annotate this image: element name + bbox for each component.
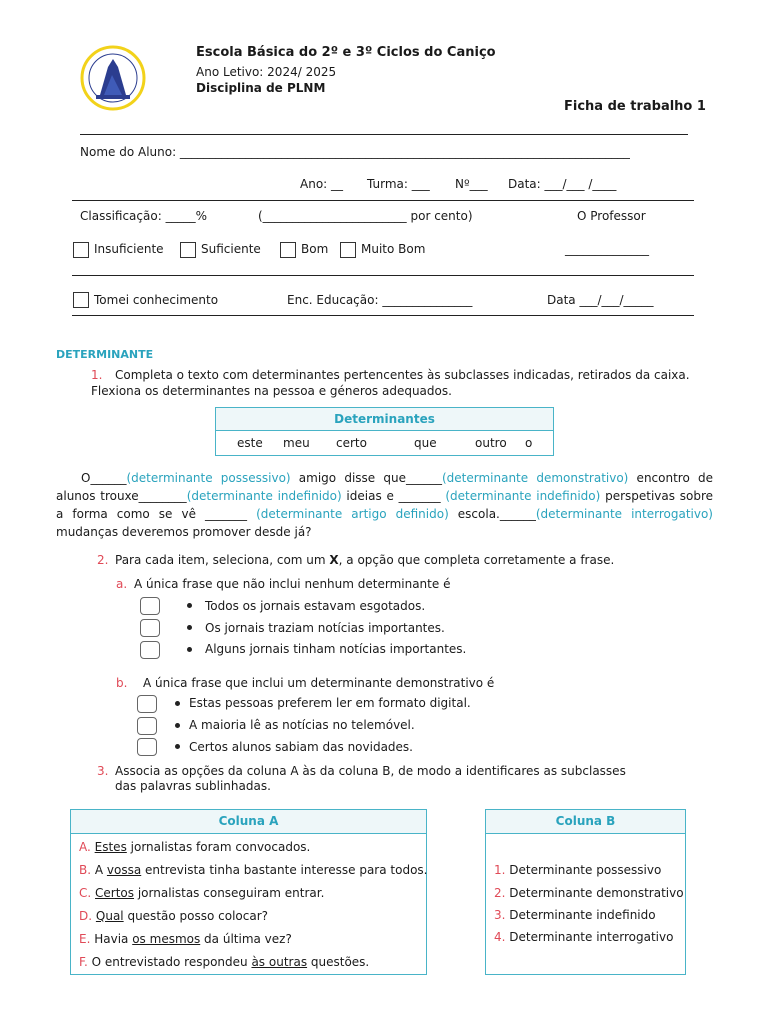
option-text: Certos alunos sabiam das novidades. xyxy=(189,740,413,754)
school-name: Escola Básica do 2º e 3º Ciclos do Caniço xyxy=(196,45,496,60)
paragraph-segment: amigo disse que______ xyxy=(290,471,442,485)
option-text: Os jornais traziam notícias importantes. xyxy=(205,621,445,635)
underlined-word: os mesmos xyxy=(132,932,201,946)
option-checkbox[interactable] xyxy=(137,695,157,713)
question-2-text-b: , a opção que completa corretamente a frase. xyxy=(338,553,615,567)
por-cento-field[interactable]: (________________________ por cento) xyxy=(258,209,473,223)
item-number: 3. xyxy=(494,908,506,922)
bullet-icon xyxy=(175,701,180,706)
column-b-item xyxy=(494,930,673,944)
option-text: Todos os jornais estavam esgotados. xyxy=(205,599,426,613)
item-letter: A. xyxy=(79,840,91,854)
item-text: jornalistas foram convocados. xyxy=(126,840,311,854)
item-letter: B. xyxy=(79,863,92,877)
numero-field[interactable]: Nº___ xyxy=(455,177,488,191)
item-b-prompt: A única frase que inclui um determinante demonstrativo é xyxy=(143,676,495,690)
word-option: outro xyxy=(475,436,507,450)
insuficiente-checkbox[interactable] xyxy=(73,242,89,258)
item-text: jornalistas conseguiram entrar. xyxy=(134,886,325,900)
suficiente-checkbox[interactable] xyxy=(180,242,196,258)
column-a-item xyxy=(79,932,292,946)
question-2-text xyxy=(115,553,614,567)
column-a-table xyxy=(70,809,427,975)
question-number: 2. xyxy=(97,553,109,567)
column-a-item xyxy=(79,909,268,923)
turma-field[interactable]: Turma: ___ xyxy=(367,177,430,191)
item-text: O entrevistado respondeu xyxy=(91,955,252,969)
tomei-conhecimento-label: Tomei conhecimento xyxy=(94,293,219,307)
grade-label: Insuficiente xyxy=(94,242,164,256)
column-a-title: Coluna A xyxy=(71,810,426,834)
bullet-icon xyxy=(175,723,180,728)
discipline: Disciplina de PLNM xyxy=(196,81,326,95)
underlined-word: Certos xyxy=(95,886,135,900)
item-text: Determinante demonstrativo xyxy=(509,886,684,900)
question-3-text: Associa as opções da coluna A às da coluna B, de modo a identificares as subclasses xyxy=(115,764,626,778)
column-b-item xyxy=(494,863,661,877)
option-text: Alguns jornais tinham notícias importantes. xyxy=(205,642,467,656)
hint-interrogativo: (determinante interrogativo) xyxy=(535,507,713,521)
column-a-item xyxy=(79,863,427,877)
item-letter: E. xyxy=(79,932,91,946)
student-name-field[interactable]: Nome do Aluno: ___________________________________________________________________________ xyxy=(80,145,630,159)
grade-label: Suficiente xyxy=(201,242,261,256)
paragraph-segment: O______ xyxy=(81,471,127,485)
option-checkbox[interactable] xyxy=(137,738,157,756)
school-year: Ano Letivo: 2024/ 2025 xyxy=(196,65,337,79)
date-field-2[interactable]: Data ___/___/_____ xyxy=(547,293,654,307)
hint-demonstrativo: (determinante demonstrativo) xyxy=(441,471,629,485)
hint-indefinido: (determinante indefinido) xyxy=(445,489,601,503)
question-2-text-x: X xyxy=(329,553,339,567)
option-checkbox[interactable] xyxy=(140,641,160,659)
option-text: A maioria lê as notícias no telemóvel. xyxy=(189,718,415,732)
underlined-word: às outras xyxy=(251,955,308,969)
bullet-icon xyxy=(187,647,192,652)
fill-in-paragraph xyxy=(56,469,713,541)
column-b-table xyxy=(485,809,686,975)
classificacao-field[interactable]: Classificação: _____% xyxy=(80,209,207,223)
underlined-word: vossa xyxy=(106,863,142,877)
question-3-text-2: das palavras sublinhadas. xyxy=(115,779,271,793)
hint-indefinido: (determinante indefinido) xyxy=(186,489,342,503)
item-text: Determinante possessivo xyxy=(509,863,662,877)
word-option: meu xyxy=(283,436,310,450)
professor-signature-line[interactable]: ______________ xyxy=(565,242,649,256)
question-1-text-2: Flexiona os determinantes na pessoa e géneros adequados. xyxy=(91,384,452,398)
question-2-text-a: Para cada item, seleciona, com um xyxy=(115,553,330,567)
underlined-word: Qual xyxy=(95,909,124,923)
item-text: entrevista tinha bastante interesse para todos. xyxy=(141,863,428,877)
divider xyxy=(72,275,694,276)
enc-educacao-field[interactable]: Enc. Educação: _______________ xyxy=(287,293,473,307)
item-number: 2. xyxy=(494,886,506,900)
column-a-item xyxy=(79,955,369,969)
option-checkbox[interactable] xyxy=(137,717,157,735)
paragraph-segment: perspetivas sobre a forma como se vê _______ xyxy=(56,489,714,521)
ano-field[interactable]: Ano: __ xyxy=(300,177,344,191)
section-title: DETERMINANTE xyxy=(56,348,154,361)
determinantes-word-list xyxy=(216,431,553,455)
question-number: 1. xyxy=(91,368,103,382)
bom-checkbox[interactable] xyxy=(280,242,296,258)
column-b-item xyxy=(494,908,656,922)
professor-label: O Professor xyxy=(577,209,646,223)
underlined-word: Estes xyxy=(94,840,127,854)
grade-label: Bom xyxy=(301,242,329,256)
word-option: este xyxy=(237,436,263,450)
grade-label: Muito Bom xyxy=(361,242,426,256)
column-b-title: Coluna B xyxy=(486,810,685,834)
item-number: 1. xyxy=(494,863,506,877)
paragraph-segment: ideias e _______ xyxy=(341,489,446,503)
option-checkbox[interactable] xyxy=(140,619,160,637)
item-a-prompt: A única frase que não inclui nenhum determinante é xyxy=(134,577,451,591)
muito-bom-checkbox[interactable] xyxy=(340,242,356,258)
paragraph-segment: escola.______ xyxy=(448,507,536,521)
school-logo xyxy=(78,45,148,111)
column-a-item xyxy=(79,886,324,900)
item-text: questão posso colocar? xyxy=(123,909,269,923)
word-option: certo xyxy=(336,436,367,450)
divider xyxy=(72,200,694,201)
paragraph-segment: encontro de alunos trouxe________ xyxy=(56,471,713,503)
word-option: que xyxy=(414,436,437,450)
item-text: A xyxy=(94,863,107,877)
item-letter: b. xyxy=(116,676,128,690)
date-field[interactable]: Data: ___/___ /____ xyxy=(508,177,617,191)
tomei-conhecimento-checkbox[interactable] xyxy=(73,292,89,308)
item-letter: a. xyxy=(116,577,128,591)
item-text: Determinante interrogativo xyxy=(509,930,674,944)
bullet-icon xyxy=(187,625,192,630)
hint-artigo-definido: (determinante artigo definido) xyxy=(256,507,449,521)
option-text: Estas pessoas preferem ler em formato digital. xyxy=(189,696,471,710)
bullet-icon xyxy=(175,744,180,749)
determinantes-box xyxy=(215,407,554,456)
item-text: da última vez? xyxy=(200,932,292,946)
option-checkbox[interactable] xyxy=(140,597,160,615)
divider xyxy=(72,315,694,316)
item-number: 4. xyxy=(494,930,506,944)
hint-possessivo: (determinante possessivo) xyxy=(126,471,291,485)
word-option: o xyxy=(525,436,533,450)
sheet-title: Ficha de trabalho 1 xyxy=(564,99,706,114)
column-b-item xyxy=(494,886,684,900)
item-text: Determinante indefinido xyxy=(509,908,656,922)
column-a-item xyxy=(79,840,310,854)
divider xyxy=(80,134,688,135)
item-letter: F. xyxy=(79,955,88,969)
paragraph-segment: mudanças deveremos promover desde já? xyxy=(56,525,312,539)
question-1-text: Completa o texto com determinantes pertencentes às subclasses indicadas, retirados da caixa. xyxy=(115,368,690,382)
item-text: questões. xyxy=(307,955,370,969)
item-letter: C. xyxy=(79,886,92,900)
question-number: 3. xyxy=(97,764,109,778)
determinantes-box-title: Determinantes xyxy=(216,408,553,431)
item-text: Havia xyxy=(94,932,133,946)
bullet-icon xyxy=(187,603,192,608)
item-letter: D. xyxy=(79,909,93,923)
